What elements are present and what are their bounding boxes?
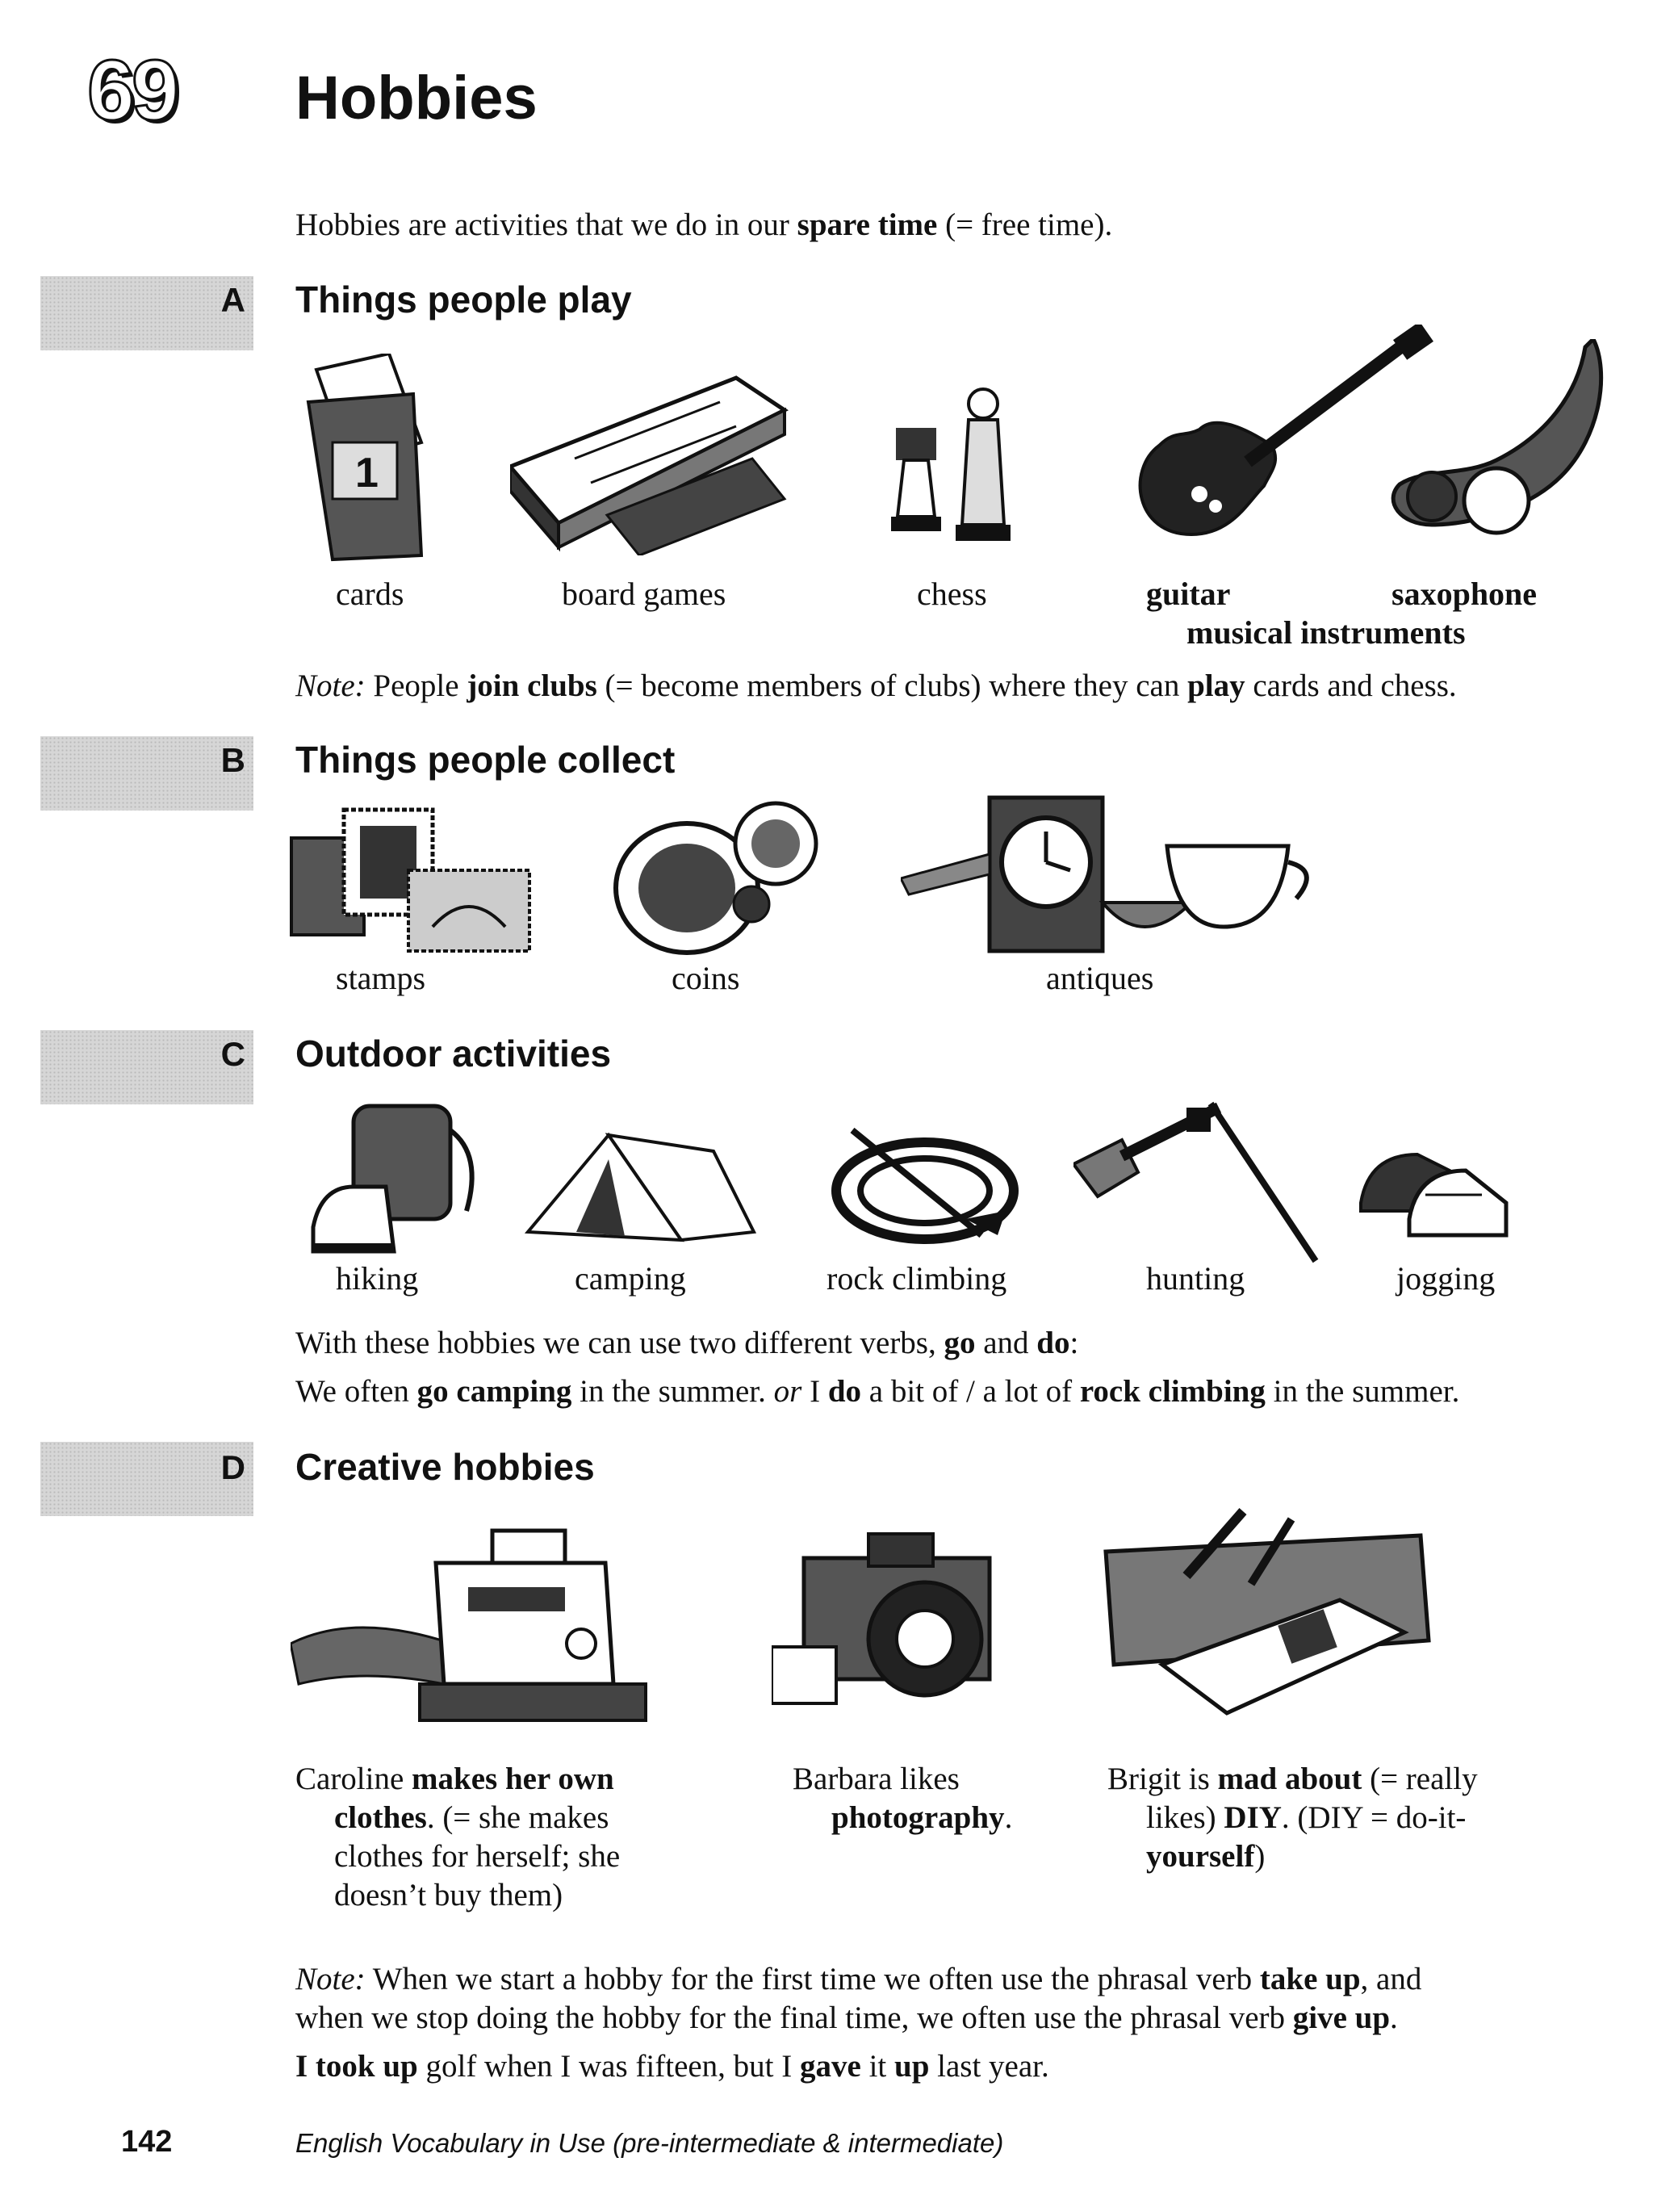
book-title: English Vocabulary in Use (pre-intermediate & intermediate) [295, 2128, 1004, 2158]
svg-text:1: 1 [355, 450, 379, 496]
stamps-image [287, 806, 538, 967]
page-number: 142 [121, 2125, 173, 2159]
section-a-heading: Things people play [295, 279, 632, 320]
section-c-heading: Outdoor activities [295, 1033, 612, 1075]
label-rock-climbing: rock climbing [826, 1260, 1007, 1297]
intro-text: Hobbies are activities that we do in our spare time (= free time). [295, 207, 1113, 242]
section-a-letter: A [220, 281, 245, 319]
page-title: Hobbies [295, 64, 538, 132]
caption-photography: Barbara likes photography. [793, 1762, 1013, 1835]
label-antiques: antiques [1046, 960, 1154, 996]
toolbox-image [1098, 1503, 1437, 1721]
label-board-games: board games [562, 576, 726, 612]
saxophone-image [1351, 339, 1617, 557]
caption-diy: Brigit is mad about (= really likes) DIY. (DIY = do-it- yourself) [1107, 1762, 1478, 1874]
section-c-line2: We often go camping in the summer. or I do a bit of / a lot of rock climbing in the summer. [295, 1374, 1460, 1409]
final-note-example: I took up golf when I was fifteen, but I gave it up last year. [295, 2049, 1049, 2084]
section-d-letter: D [220, 1448, 245, 1486]
rock-climbing-image [820, 1114, 1022, 1251]
label-hunting: hunting [1146, 1260, 1245, 1297]
section-c-letter: C [220, 1035, 245, 1073]
label-musical-instruments: musical instruments [1186, 614, 1466, 651]
label-camping: camping [575, 1260, 686, 1297]
unit-number: 69 [87, 43, 176, 138]
antiques-image [901, 765, 1320, 959]
camera-image [772, 1526, 1038, 1720]
board-games-image [510, 362, 801, 555]
chess-image [888, 379, 1025, 557]
coins-image [610, 799, 828, 961]
label-saxophone: saxophone [1391, 576, 1538, 612]
hunting-image [1073, 1091, 1332, 1269]
section-d-heading: Creative hobbies [295, 1446, 595, 1488]
section-a-note: Note: People join clubs (= become members of clubs) where they can play cards and chess. [295, 668, 1457, 703]
label-coins: coins [672, 960, 740, 996]
label-jogging: jogging [1396, 1260, 1496, 1297]
caption-sewing: Caroline makes her own clothes. (= she makes clothes for herself; she doesn’t buy them) [295, 1762, 621, 1912]
jogging-image [1353, 1138, 1514, 1243]
label-cards: cards [336, 576, 404, 612]
sewing-machine-image [291, 1523, 662, 1724]
cards-image [300, 354, 429, 563]
label-guitar: guitar [1146, 576, 1231, 612]
final-note-line1: Note: When we start a hobby for the first time we often use the phrasal verb take up, and [295, 1962, 1422, 1996]
section-b-letter: B [220, 741, 245, 779]
label-hiking: hiking [336, 1260, 419, 1297]
camping-image [520, 1119, 762, 1256]
label-stamps: stamps [336, 960, 426, 996]
final-note-line2: when we stop doing the hobby for the final time, we often use the phrasal verb give up. [295, 2000, 1398, 2035]
label-chess: chess [917, 576, 987, 612]
hiking-image [305, 1098, 491, 1259]
section-c-line1: With these hobbies we can use two different verbs, go and do: [295, 1326, 1079, 1360]
section-b-heading: Things people collect [295, 739, 676, 781]
